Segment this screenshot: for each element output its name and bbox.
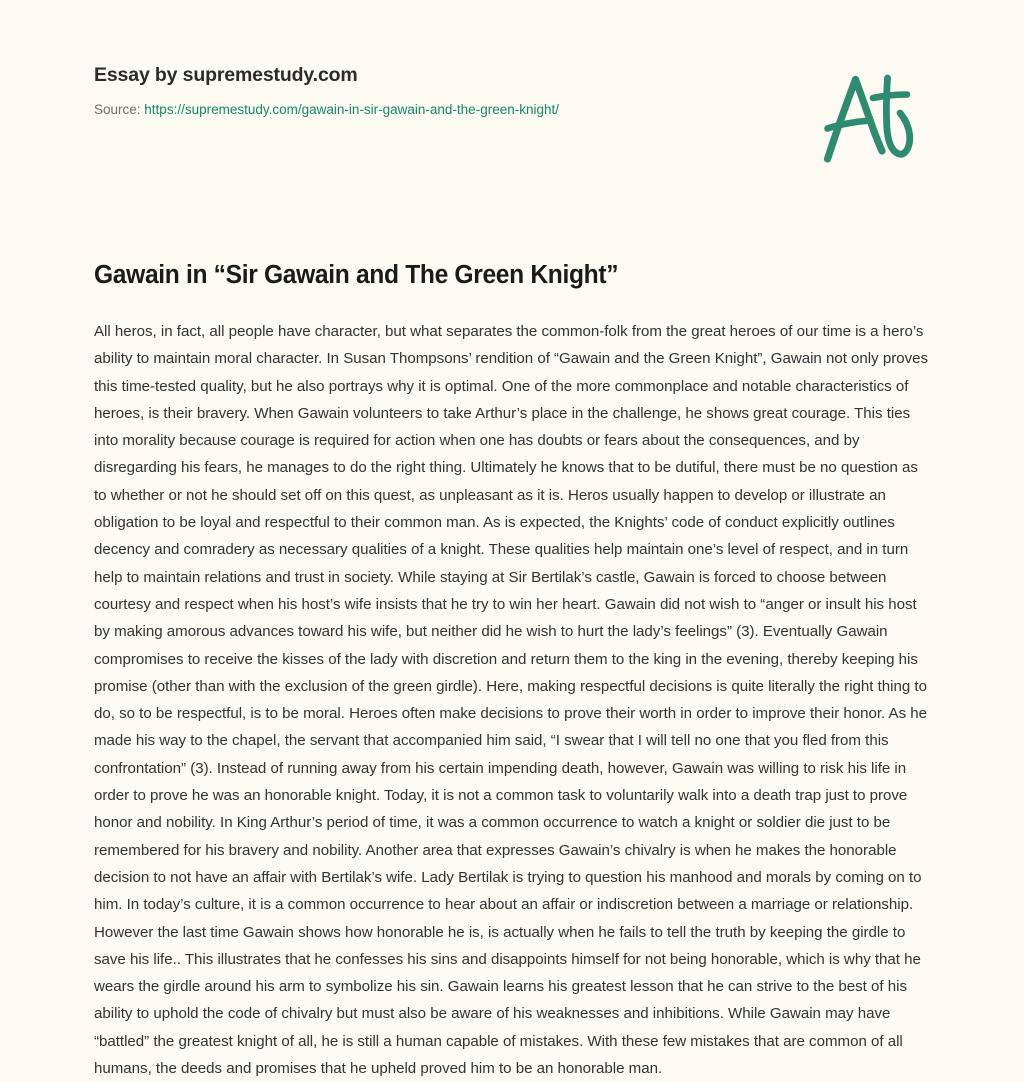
page-title: Gawain in “Sir Gawain and The Green Knight” [94,261,619,289]
source-url-link[interactable]: https://supremestudy.com/gawain-in-sir-gawain-and-the-green-knight/ [144,102,559,117]
supremestudy-logo [812,66,924,166]
page-header [94,62,794,119]
essay-paragraph: All heros, in fact, all people have character, but what separates the common-folk from the great heroes of our time is a hero’s ability to maintain moral character. In Susan Thompsons’ rendition of “Gawain and the Green Knight”, Gawain not only proves this time-tested quality, but he also portrays why it is optimal. One of the more commonplace and notable characteristics of heroes, is their bravery. When Gawain volunteers to take Arthur’s place in the challenge, he shows great courage. This ties into morality because courage is required for action when one has doubts or fears about the consequences, and by disregarding his fears, he manages to do the right thing. Ultimately he knows that to be dutiful, there must be no question as to whether or not he should set off on this quest, as unpleasant as it is. Heros usually happen to develop or illustrate an obligation to be loyal and respectful to their common man. As is expected, the Knights’ code of conduct explicitly outlines decency and comradery as necessary qualities of a knight. These qualities help maintain one’s level of respect, and in turn help to maintain relations and trust in society. While staying at Sir Bertilak’s castle, Gawain is forced to choose between courtesy and respect when his host’s wife insists that he try to win her heart. Gawain did not wish to “anger or insult his host by making amorous advances toward his wife, but neither did he wish to hurt the lady’s feelings” (3). Eventually Gawain compromises to receive the kisses of the lady with discretion and return them to the king in the evening, thereby keeping his promise (other than with the exclusion of the green girdle). Here, making respectful decisions is quite literally the right thing to do, so to be respectful, is to be moral. Heroes often make decisions to prove their worth in order to improve their honor. As he made his way to the chapel, the servant that accompanied him said, “I swear that I will tell no one that you fled from this confrontation” (3). Instead of running away from his certain impending death, however, Gawain was willing to risk his life in order to prove he was an honorable knight. Today, it is not a common task to voluntarily walk into a death trap just to prove honor and nobility. In King Arthur’s period of time, it was a common occurrence to watch a knight or soldier die just to be remembered for his bravery and nobility. Another area that expresses Gawain’s chivalry is when he makes the honorable decision to not have an affair with Bertilak’s wife. Lady Bertilak is trying to question his manhood and morals by coming on to him. In today’s culture, it is a common occurrence to hear about an affair or indiscretion between a marriage or relationship. However the last time Gawain shows how honorable he is, is actually when he fails to tell the truth by keeping the girdle to save his life.. This illustrates that he confesses his sins and disappoints himself for not being honorable, which is why that he wears the girdle around his arm to symbolize his sin. Gawain learns his greatest lesson that he can strive to the best of his ability to uphold the code of chivalry but must also be aware of his weaknesses and inhibitions. While Gawain may have “battled” the greatest knight of all, he is still a human capable of mistakes. With these few mistakes that are common of all humans, the deeds and promises that he upheld proved him to be an honorable man. [94,323,929,1078]
article-body [94,292,932,1082]
source-label: Source: [94,102,141,117]
a-plus-icon [812,66,924,166]
article [94,258,932,1082]
essay-attribution: Essay by supremestudy.com [94,64,358,86]
source-line [94,101,794,119]
